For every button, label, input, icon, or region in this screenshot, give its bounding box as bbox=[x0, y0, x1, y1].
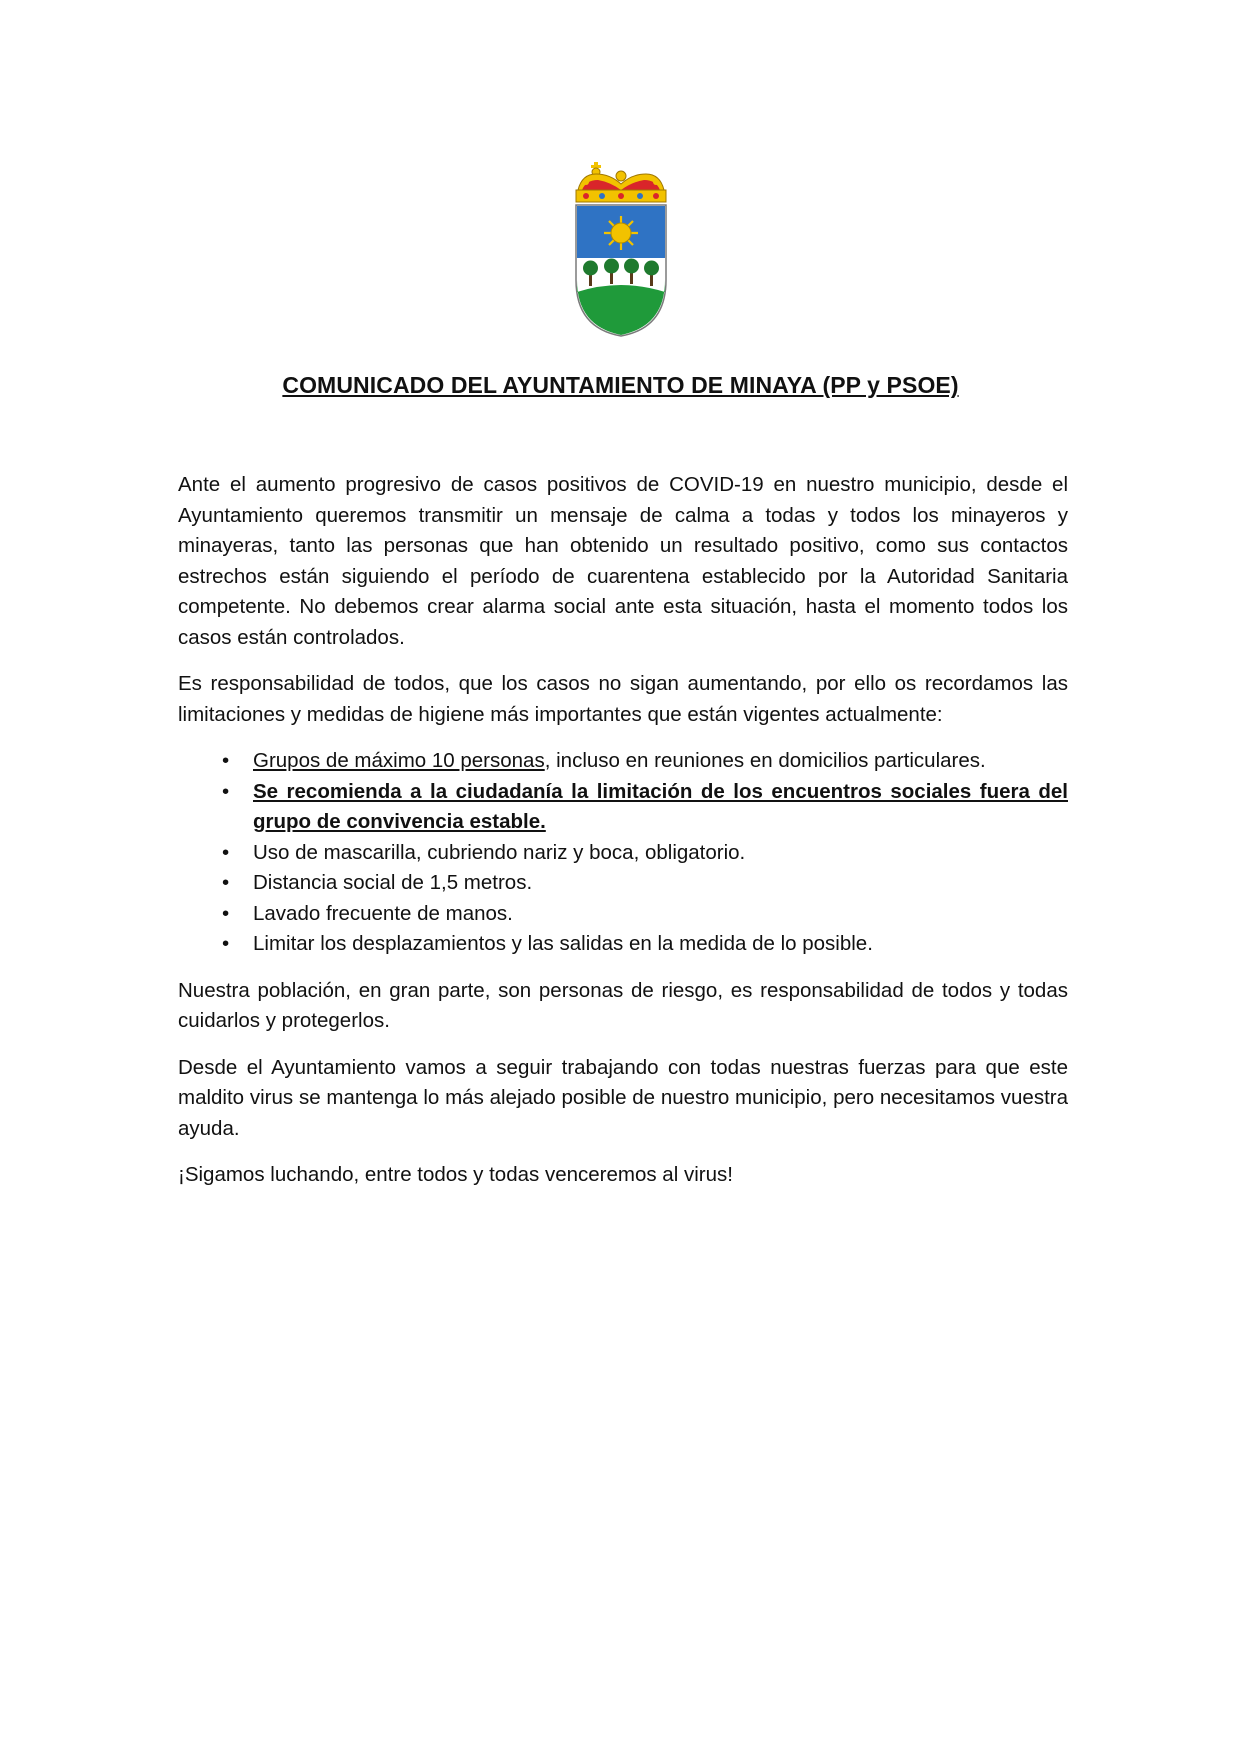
closing-exclamation: ¡Sigamos luchando, entre todos y todas venceremos al virus! bbox=[178, 1163, 733, 1186]
list-item bbox=[178, 777, 1068, 838]
document-title: COMUNICADO DEL AYUNTAMIENTO DE MINAYA (PP y PSOE) bbox=[282, 372, 959, 398]
bullet-icon: • bbox=[222, 932, 230, 955]
measure-social-encounters: Se recomienda a la ciudadanía la limitación de los encuentros sociales fuera del grupo de convivencia estable. bbox=[253, 779, 1068, 833]
bullet-icon: • bbox=[222, 840, 230, 864]
measure-groups-rest: , incluso en reuniones en domicilios particulares. bbox=[544, 749, 986, 772]
list-item bbox=[178, 746, 1068, 777]
list-item bbox=[178, 899, 1068, 930]
bullet-icon: • bbox=[222, 901, 230, 925]
responsibility-paragraph: Es responsabilidad de todos, que los casos no sigan aumentando, por ello os recordamos las limitaciones y medidas de higiene más importantes que están vigentes actualmente: bbox=[178, 672, 1068, 726]
measure-mask: Uso de mascarilla, cubriendo nariz y boca, obligatorio. bbox=[253, 840, 746, 864]
bullet-icon: • bbox=[222, 871, 230, 894]
measure-groups-underlined: Grupos de máximo 10 personas bbox=[253, 749, 545, 772]
measure-distance: Distancia social de 1,5 metros. bbox=[253, 871, 533, 894]
risk-paragraph: Nuestra población, en gran parte, son personas de riesgo, es responsabilidad de todos y todas cuidarlos y protegerlos. bbox=[178, 978, 1068, 1032]
sun-icon bbox=[604, 216, 638, 250]
list-item bbox=[178, 929, 1068, 960]
list-item bbox=[178, 838, 1068, 869]
document-body bbox=[178, 470, 1068, 1207]
measure-travel: Limitar los desplazamientos y las salidas en la medida de lo posible. bbox=[253, 932, 873, 955]
intro-paragraph: Ante el aumento progresivo de casos positivos de COVID-19 en nuestro municipio, desde el Ayuntamiento queremos transmitir un mensaje de calma a todas y todos los minayeros y minayeras, tanto las personas que han obtenido un resultado positivo, como sus contactos estrechos están siguiendo el período de cuarentena establecido por la Autoridad Sanitaria competente. No debemos crear alarma social ante esta situación, hasta el momento todos los casos están controlados. bbox=[178, 473, 1068, 649]
crown-icon bbox=[576, 162, 666, 202]
list-item bbox=[178, 868, 1068, 899]
bullet-icon: • bbox=[222, 749, 230, 772]
coat-of-arms-icon bbox=[572, 160, 670, 338]
bullet-icon: • bbox=[222, 779, 230, 803]
measure-handwashing: Lavado frecuente de manos. bbox=[253, 901, 513, 925]
commitment-paragraph: Desde el Ayuntamiento vamos a seguir trabajando con todas nuestras fuerzas para que este maldito virus se mantenga lo más alejado posible de nuestro municipio, pero necesitamos vuestra ayuda. bbox=[178, 1055, 1068, 1140]
measures-list bbox=[178, 746, 1068, 960]
